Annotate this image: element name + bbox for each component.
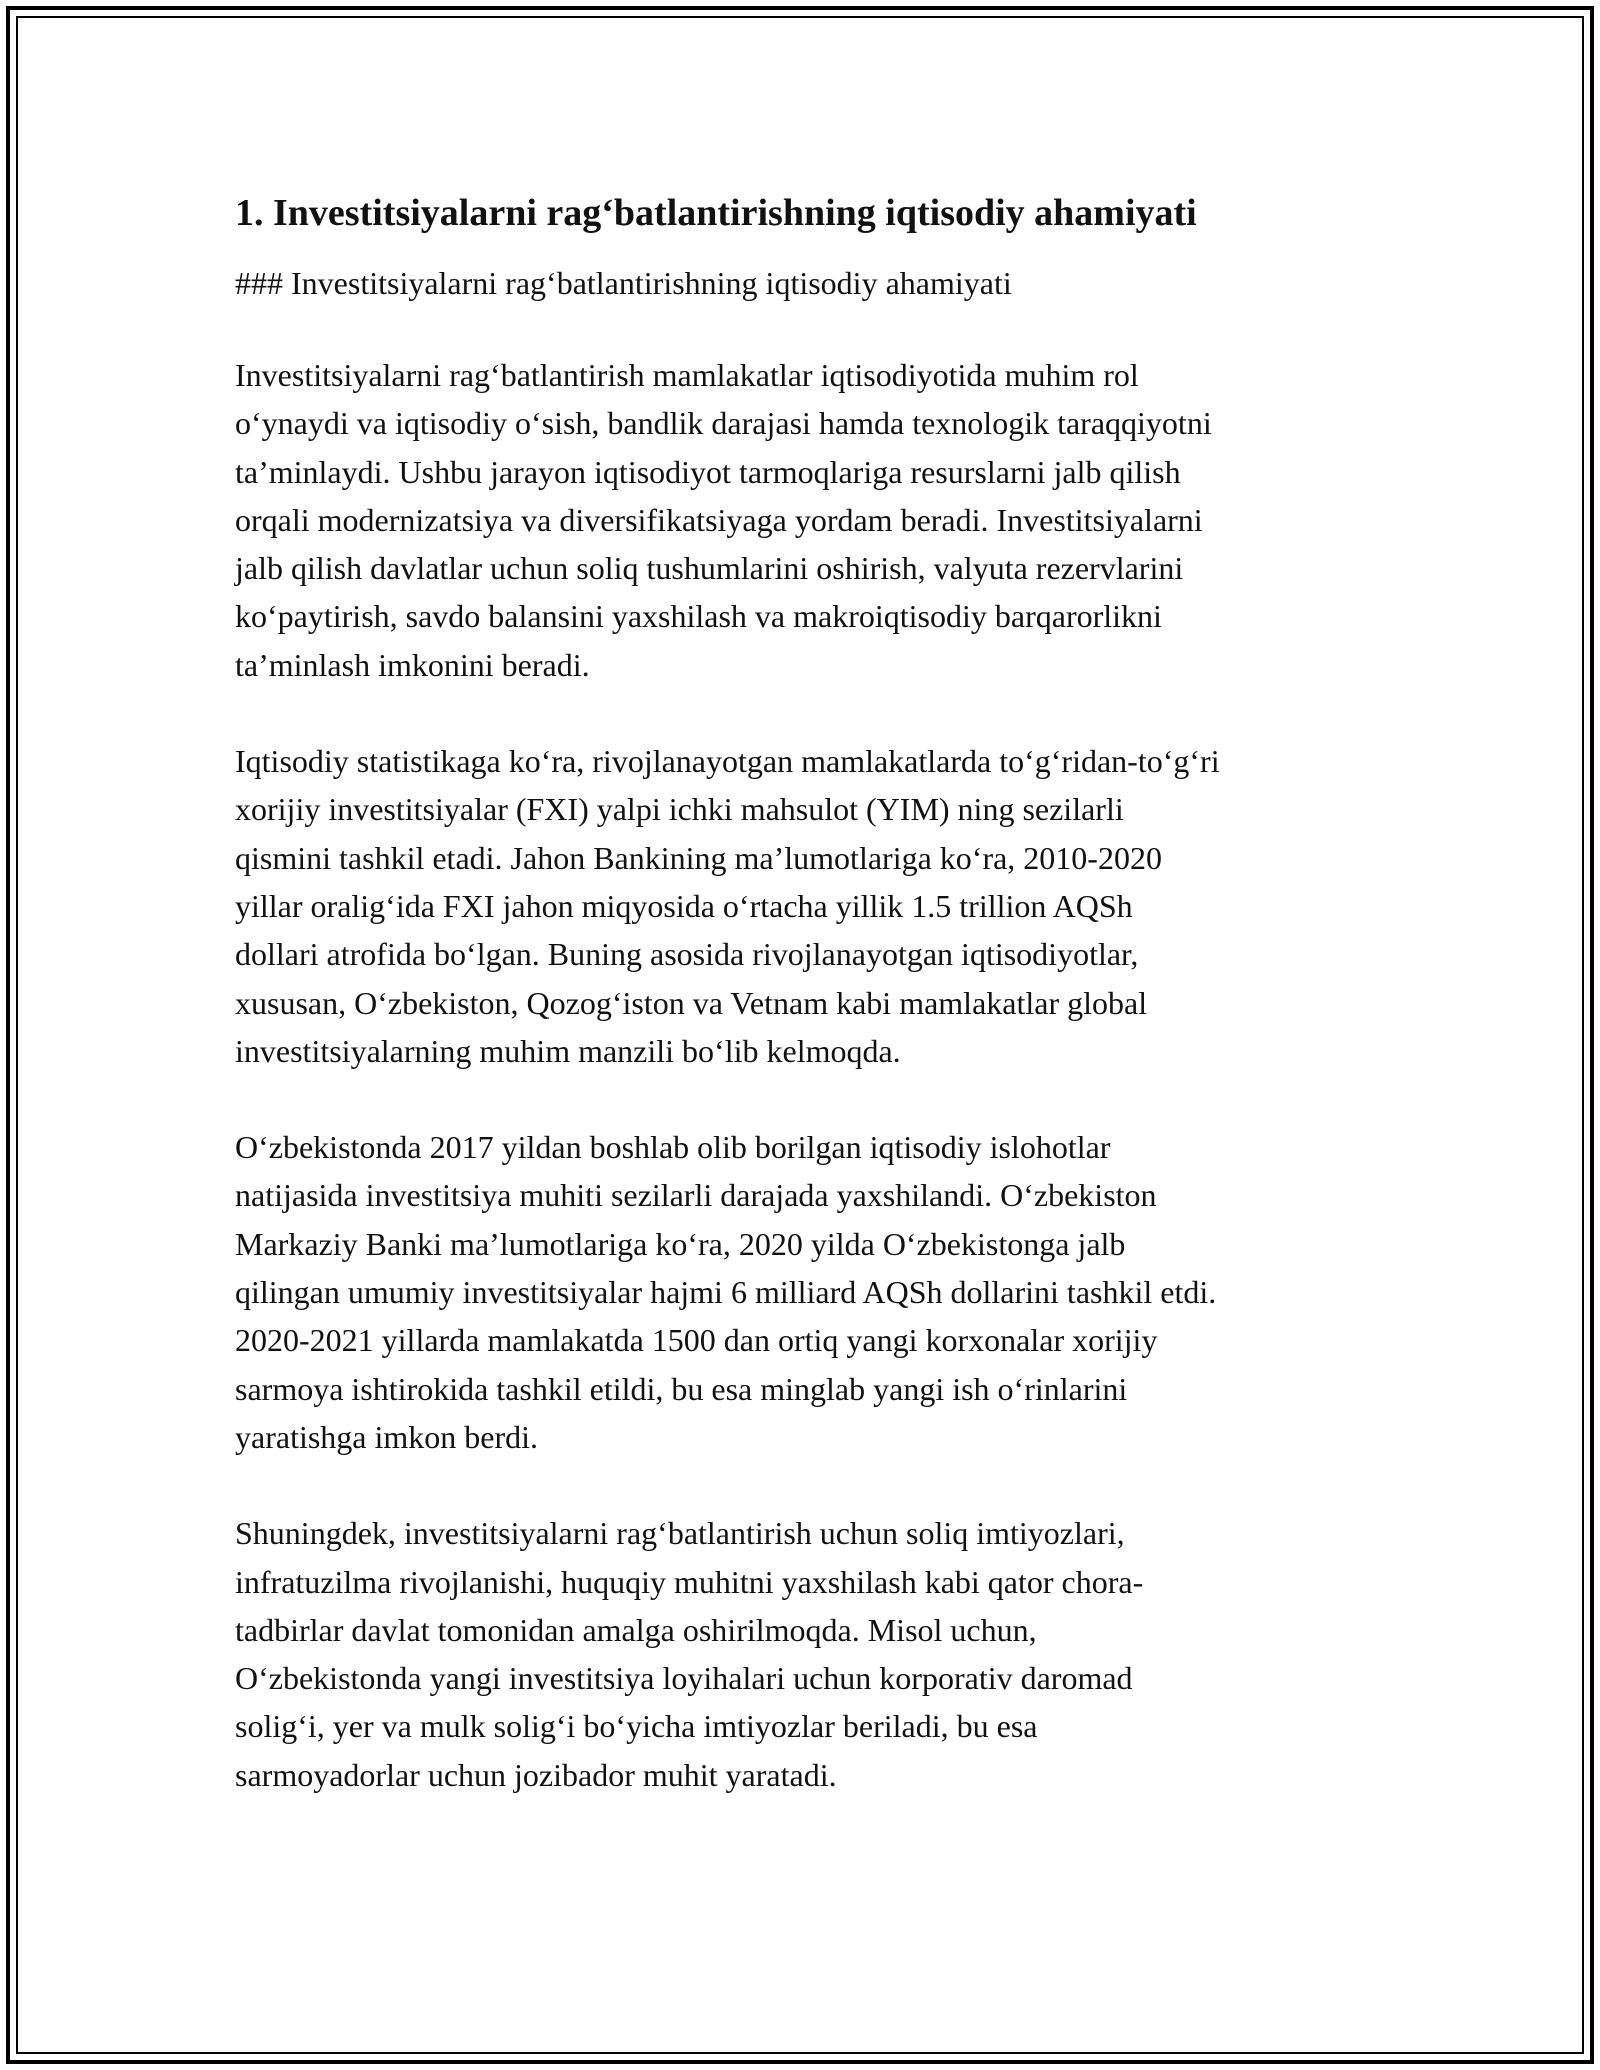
paragraph-3 xyxy=(235,1123,1375,1461)
paragraph-4 xyxy=(235,1509,1375,1799)
paragraph-line: solig‘i, yer va mulk solig‘i bo‘yicha imtiyozlar beriladi, bu esa xyxy=(235,1708,1038,1745)
paragraph-line: dollari atrofida bo‘lgan. Buning asosida rivojlanayotgan iqtisodiyotlar, xyxy=(235,936,1139,973)
paragraph-line: qismini tashkil etadi. Jahon Bankining ma’lumotlariga ko‘ra, 2010-2020 xyxy=(235,839,1162,876)
paragraph-line: infratuzilma rivojlanishi, huquqiy muhitni yaxshilash kabi qator chora- xyxy=(235,1563,1144,1600)
paragraph-line: yillar oralig‘ida FXI jahon miqyosida o‘rtacha yillik 1.5 trillion AQSh xyxy=(235,887,1133,924)
paragraph-line: ta’minlaydi. Ushbu jarayon iqtisodiyot tarmoqlariga resurslarni jalb qilish xyxy=(235,453,1181,490)
document-body xyxy=(235,185,1375,1847)
paragraph-line: qilingan umumiy investitsiyalar hajmi 6 milliard AQSh dollarini tashkil etdi. xyxy=(235,1274,1217,1311)
paragraph-line: yaratishga imkon berdi. xyxy=(235,1418,539,1455)
paragraph-line: tadbirlar davlat tomonidan amalga oshirilmoqda. Misol uchun, xyxy=(235,1611,1037,1648)
paragraph-line: Iqtisodiy statistikaga ko‘ra, rivojlanayotgan mamlakatlarda to‘g‘ridan-to‘g‘ri xyxy=(235,743,1220,780)
paragraph-line: investitsiyalarning muhim manzili bo‘lib kelmoqda. xyxy=(235,1032,901,1069)
paragraph-1 xyxy=(235,351,1375,689)
paragraph-line: Markaziy Banki ma’lumotlariga ko‘ra, 2020 yilda O‘zbekistonga jalb xyxy=(235,1225,1126,1262)
paragraph-line: O‘zbekistonda 2017 yildan boshlab olib borilgan iqtisodiy islohotlar xyxy=(235,1129,1111,1166)
paragraph-line: natijasida investitsiya muhiti sezilarli darajada yaxshilandi. O‘zbekiston xyxy=(235,1177,1157,1214)
paragraph-list xyxy=(235,351,1375,1799)
markdown-subheading: ### Investitsiyalarni rag‘batlantirishning iqtisodiy ahamiyati xyxy=(235,265,1012,301)
paragraph-line: sarmoyadorlar uchun jozibador muhit yaratadi. xyxy=(235,1756,837,1793)
paragraph-line: xususan, O‘zbekiston, Qozog‘iston va Vetnam kabi mamlakatlar global xyxy=(235,984,1148,1021)
paragraph-line: sarmoya ishtirokida tashkil etildi, bu esa minglab yangi ish o‘rinlarini xyxy=(235,1370,1128,1407)
paragraph-line: o‘ynaydi va iqtisodiy o‘sish, bandlik darajasi hamda texnologik taraqqiyotni xyxy=(235,405,1212,442)
paragraph-line: jalb qilish davlatlar uchun soliq tushumlarini oshirish, valyuta rezervlarini xyxy=(235,550,1184,587)
paragraph-line: xorijiy investitsiyalar (FXI) yalpi ichki mahsulot (YIM) ning sezilarli xyxy=(235,791,1124,828)
paragraph-line: ko‘paytirish, savdo balansini yaxshilash va makroiqtisodiy barqarorlikni xyxy=(235,598,1162,635)
paragraph-line: ta’minlash imkonini beradi. xyxy=(235,646,590,683)
paragraph-line: Investitsiyalarni rag‘batlantirish mamlakatlar iqtisodiyotida muhim rol xyxy=(235,357,1139,393)
paragraph-line: 2020-2021 yillarda mamlakatda 1500 dan ortiq yangi korxonalar xorijiy xyxy=(235,1322,1158,1359)
paragraph-line: O‘zbekistonda yangi investitsiya loyihalari uchun korporativ daromad xyxy=(235,1660,1133,1697)
paragraph-line: orqali modernizatsiya va diversifikatsiyaga yordam beradi. Investitsiyalarni xyxy=(235,501,1203,538)
paragraph-line: Shuningdek, investitsiyalarni rag‘batlantirish uchun soliq imtiyozlari, xyxy=(235,1515,1125,1552)
paragraph-2 xyxy=(235,737,1375,1075)
document-title: 1. Investitsiyalarni rag‘batlantirishning iqtisodiy ahamiyati xyxy=(235,192,1197,234)
